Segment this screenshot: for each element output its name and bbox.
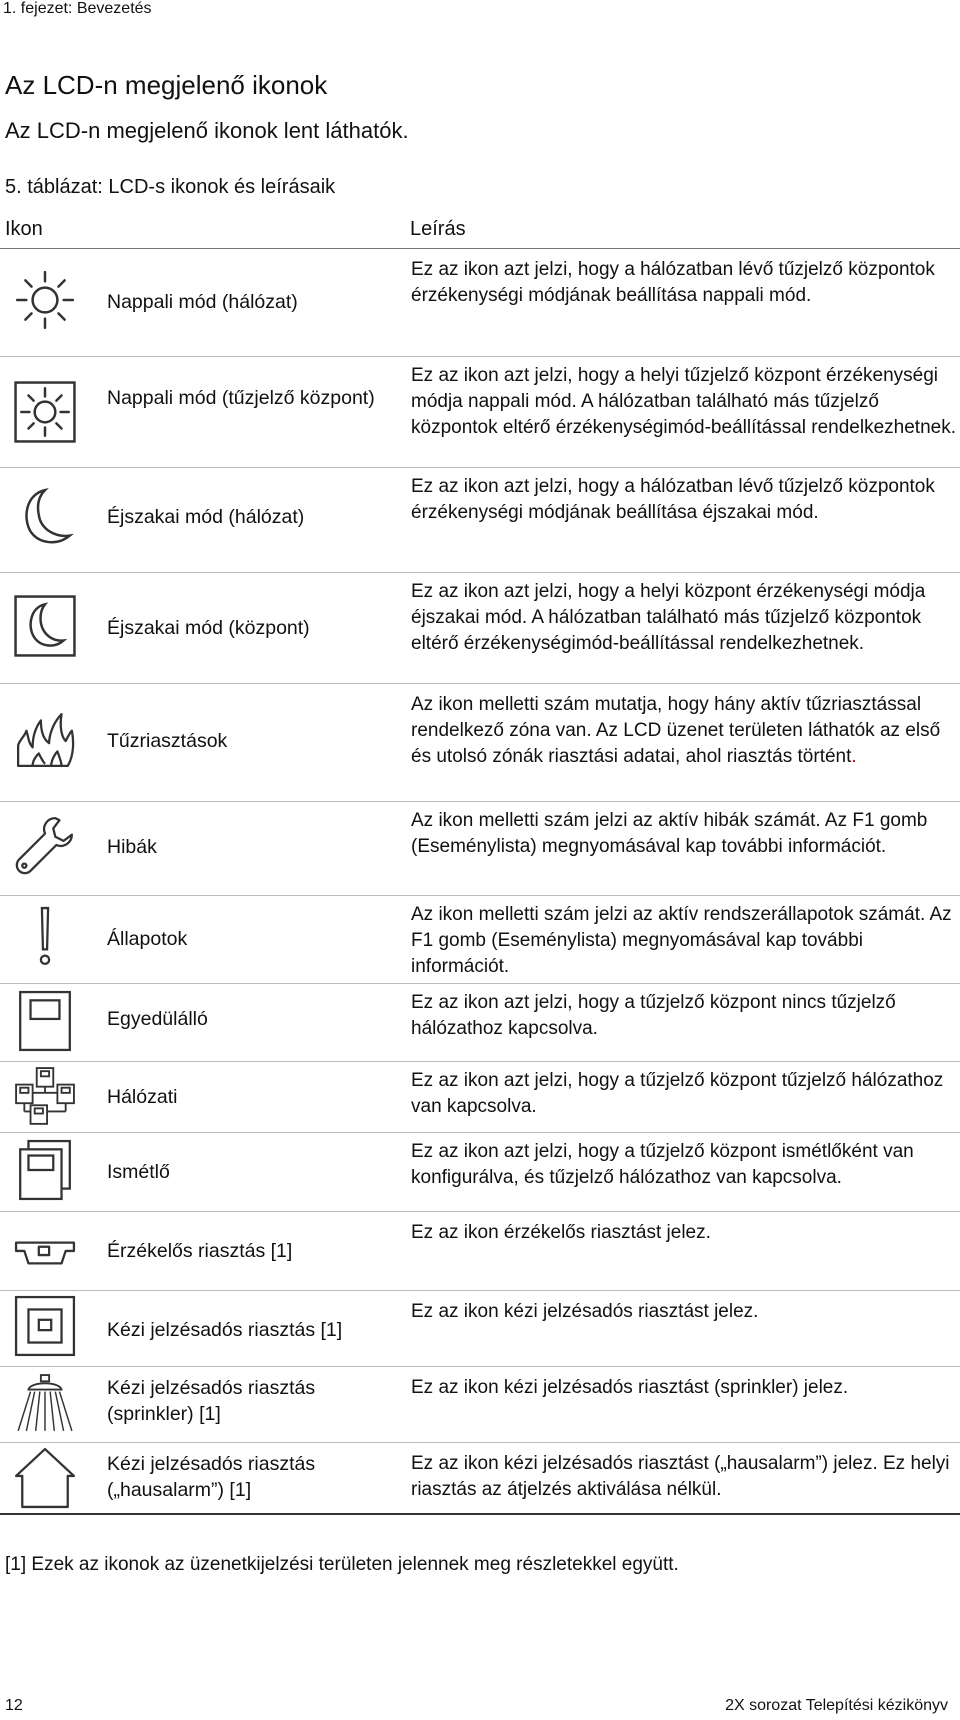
icon-description: Az ikon melletti szám jelzi az aktív rendszerállapotok számát. Az F1 gomb (Eseménylista) megnyomásával kap további információt.: [411, 904, 952, 977]
icon-name: Kézi jelzésadós riasztás [1]: [107, 1319, 343, 1341]
table-row: [0, 1291, 960, 1367]
icon-description: Ez az ikon azt jelzi, hogy a hálózatban lévő tűzjelző központok érzékenységi módjának beállítása nappali mód.: [411, 259, 935, 306]
manual-call-point-icon: [14, 1295, 76, 1357]
column-header-icon: Ikon: [5, 218, 43, 240]
icon-name: Kézi jelzésadós riasztás („hausalarm”) [1]: [107, 1453, 316, 1501]
icon-description: Ez az ikon azt jelzi, hogy a hálózatban lévő tűzjelző központok érzékenységi módjának beállítása éjszakai mód.: [411, 476, 935, 523]
sun-icon: [14, 269, 76, 331]
repeater-icon: [14, 1139, 76, 1201]
table-row: [0, 1443, 960, 1515]
icon-description: [411, 692, 956, 770]
sun-boxed-icon: [14, 381, 76, 443]
fire-icon: [14, 708, 76, 770]
icon-name: Tűzriasztások: [107, 730, 228, 752]
table-row: [0, 896, 960, 984]
icon-name: Hálózati: [107, 1086, 178, 1108]
table-row: [0, 468, 960, 573]
icon-name: Hibák: [107, 836, 157, 858]
icon-name: Kézi jelzésadós riasztás (sprinkler) [1]: [107, 1377, 316, 1425]
moon-icon: [14, 486, 76, 548]
network-icon: [14, 1066, 76, 1128]
table-row: [0, 573, 960, 684]
icon-name: Állapotok: [107, 928, 188, 950]
icon-name: Nappali mód (tűzjelző központ): [107, 387, 375, 409]
table-caption: 5. táblázat: LCD-s ikonok és leírásaik: [5, 176, 336, 198]
table-row: [0, 1367, 960, 1443]
icon-description: Ez az ikon azt jelzi, hogy a helyi tűzjelző központ érzékenységi módja nappali mód. A hálózatban található más tűzjelző központok eltérő érzékenységimód-beállítással rendelkezhetnek.: [411, 365, 956, 438]
icon-description: Ez az ikon érzékelős riasztást jelez.: [411, 1222, 711, 1243]
page-title: Az LCD-n megjelenő ikonok: [5, 70, 328, 100]
icon-name: Nappali mód (hálózat): [107, 291, 298, 313]
table-row: [0, 249, 960, 357]
table-row: [0, 802, 960, 896]
book-title: 2X sorozat Telepítési kézikönyv: [725, 1697, 948, 1714]
icon-description: Ez az ikon azt jelzi, hogy a tűzjelző központ tűzjelző hálózathoz van kapcsolva.: [411, 1070, 944, 1117]
wrench-icon: [14, 814, 76, 876]
chapter-header: 1. fejezet: Bevezetés: [3, 0, 152, 17]
icon-description: Ez az ikon kézi jelzésadós riasztást jelez.: [411, 1301, 759, 1322]
icon-description-text: Az ikon melletti szám mutatja, hogy hány aktív tűzriasztással rendelkező zóna van. Az LCD üzenet területen láthatók az első és utolsó zónák riasztási adatai, ahol riasztás történt: [411, 694, 941, 767]
icon-description: Ez az ikon kézi jelzésadós riasztást (sprinkler) jelez.: [411, 1377, 849, 1398]
icon-name: Éjszakai mód (hálózat): [107, 506, 305, 528]
detector-icon: [14, 1222, 76, 1284]
icon-name: Érzékelős riasztás [1]: [107, 1240, 293, 1262]
exclamation-icon: [14, 906, 76, 968]
sprinkler-icon: [14, 1373, 76, 1435]
icon-name: Egyedülálló: [107, 1008, 208, 1030]
table-row: [0, 984, 960, 1062]
icon-description: Az ikon melletti szám jelzi az aktív hibák számát. Az F1 gomb (Eseménylista) megnyomásával kap további információt.: [411, 810, 928, 857]
footnote: [1] Ezek az ikonok az üzenetkijelzési területen jelennek meg részletekkel együtt.: [5, 1554, 679, 1575]
icon-description-end: .: [851, 746, 857, 767]
icon-description: Ez az ikon azt jelzi, hogy a tűzjelző központ nincs tűzjelző hálózathoz kapcsolva.: [411, 992, 896, 1039]
column-header-description: Leírás: [410, 218, 466, 240]
icon-name: Ismétlő: [107, 1161, 170, 1183]
icon-description: Ez az ikon kézi jelzésadós riasztást („hausalarm”) jelez. Ez helyi riasztás az átjelzés aktiválása nélkül.: [411, 1453, 950, 1500]
icon-name: Éjszakai mód (központ): [107, 617, 310, 639]
page-subtitle: Az LCD-n megjelenő ikonok lent láthatók.: [5, 118, 409, 143]
moon-boxed-icon: [14, 595, 76, 657]
table-row: [0, 1062, 960, 1133]
icon-description: Ez az ikon azt jelzi, hogy a helyi központ érzékenységi módja éjszakai mód. A hálózatban található más tűzjelző központok eltérő érzékenységimód-beállítással rendelkezhetnek.: [411, 581, 926, 654]
icon-table: [0, 212, 960, 1515]
table-row: [0, 1133, 960, 1212]
table-row: [0, 1212, 960, 1291]
icon-description: Ez az ikon azt jelzi, hogy a tűzjelző központ ismétlőként van konfigurálva, és tűzjelző hálózathoz van kapcsolva.: [411, 1141, 914, 1188]
house-icon: [14, 1447, 76, 1509]
table-row: [0, 357, 960, 468]
page-number: 12: [5, 1697, 23, 1714]
table-header: [0, 212, 960, 249]
table-row: [0, 684, 960, 802]
panel-icon: [14, 990, 76, 1052]
